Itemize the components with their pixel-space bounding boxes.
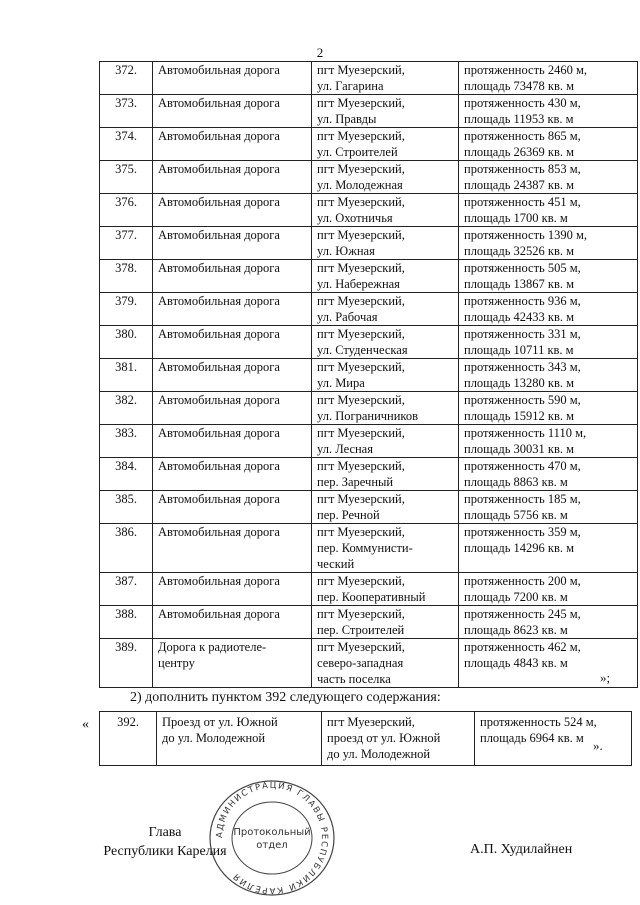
object-name-cell: Автомобильная дорога <box>153 194 312 227</box>
row-number-cell: 384. <box>100 458 153 491</box>
object-name-cell: Автомобильная дорога <box>153 227 312 260</box>
row-number-cell: 380. <box>100 326 153 359</box>
characteristics-cell: протяженность 462 м, площадь 4843 кв. м <box>459 639 638 688</box>
signature-name: А.П. Худилайнен <box>470 842 573 857</box>
closing-quote-final: ». <box>593 738 603 753</box>
characteristics-cell: протяженность 505 м, площадь 13867 кв. м <box>459 260 638 293</box>
location-cell: пгт Муезерский, пер. Коммунисти- ческий <box>312 524 459 573</box>
location-cell: пгт Муезерский, пер. Кооперативный <box>312 573 459 606</box>
location-cell: пгт Муезерский, ул. Набережная <box>312 260 459 293</box>
row-number-cell: 385. <box>100 491 153 524</box>
signature-title-line1: Глава <box>148 825 182 840</box>
table-row <box>100 260 638 293</box>
table-row <box>100 425 638 458</box>
new-item-table <box>99 711 632 766</box>
characteristics-cell: протяженность 245 м, площадь 8623 кв. м <box>459 606 638 639</box>
object-name-cell: Автомобильная дорога <box>153 425 312 458</box>
table-row <box>100 606 638 639</box>
characteristics-cell: протяженность 451 м, площадь 1700 кв. м <box>459 194 638 227</box>
table-row <box>100 293 638 326</box>
characteristics-cell: протяженность 2460 м, площадь 73478 кв. м <box>459 62 638 95</box>
characteristics-cell: протяженность 865 м, площадь 26369 кв. м <box>459 128 638 161</box>
object-name-cell: Автомобильная дорога <box>153 359 312 392</box>
characteristics-cell: протяженность 853 м, площадь 24387 кв. м <box>459 161 638 194</box>
page-number: 2 <box>316 45 324 60</box>
location-cell: пгт Муезерский, пер. Заречный <box>312 458 459 491</box>
row-number-cell: 372. <box>100 62 153 95</box>
characteristics-cell: протяженность 936 м, площадь 42433 кв. м <box>459 293 638 326</box>
table-row <box>100 227 638 260</box>
location-cell: пгт Муезерский, пер. Строителей <box>312 606 459 639</box>
closing-quote: »; <box>600 670 611 685</box>
official-stamp <box>206 778 338 898</box>
table-row <box>100 392 638 425</box>
stamp-center-line2: отдел <box>256 840 288 851</box>
table-row <box>100 458 638 491</box>
item-number-cell: 392. <box>100 712 157 766</box>
location-cell: пгт Муезерский, северо-западная часть поселка <box>312 639 459 688</box>
row-number-cell: 388. <box>100 606 153 639</box>
characteristics-cell: протяженность 359 м, площадь 14296 кв. м <box>459 524 638 573</box>
object-name-cell: Автомобильная дорога <box>153 293 312 326</box>
table-row <box>100 573 638 606</box>
object-name-cell: Автомобильная дорога <box>153 128 312 161</box>
row-number-cell: 377. <box>100 227 153 260</box>
table-row <box>100 161 638 194</box>
signature-title-line2: Республики Карелия <box>103 844 227 859</box>
object-name-cell: Автомобильная дорога <box>153 62 312 95</box>
location-cell: пгт Муезерский, пер. Речной <box>312 491 459 524</box>
opening-quote: « <box>82 717 89 732</box>
table-row <box>100 95 638 128</box>
object-name-cell: Автомобильная дорога <box>153 161 312 194</box>
table-row <box>100 194 638 227</box>
row-number-cell: 378. <box>100 260 153 293</box>
object-name-cell: Дорога к радиотеле- центру <box>153 639 312 688</box>
amendment-paragraph: 2) дополнить пунктом 392 следующего содержания: <box>130 690 441 705</box>
object-name-cell: Автомобильная дорога <box>153 573 312 606</box>
table-row <box>100 128 638 161</box>
object-name-cell: Автомобильная дорога <box>153 491 312 524</box>
object-name-cell: Автомобильная дорога <box>153 524 312 573</box>
item-characteristics-cell: протяженность 524 м, площадь 6964 кв. м <box>475 712 632 766</box>
location-cell: пгт Муезерский, ул. Пограничников <box>312 392 459 425</box>
location-cell: пгт Муезерский, ул. Рабочая <box>312 293 459 326</box>
table-row <box>100 359 638 392</box>
item-location-cell: пгт Муезерский, проезд от ул. Южной до ул. Молодежной <box>322 712 475 766</box>
characteristics-cell: протяженность 470 м, площадь 8863 кв. м <box>459 458 638 491</box>
row-number-cell: 389. <box>100 639 153 688</box>
location-cell: пгт Муезерский, ул. Южная <box>312 227 459 260</box>
row-number-cell: 379. <box>100 293 153 326</box>
characteristics-cell: протяженность 343 м, площадь 13280 кв. м <box>459 359 638 392</box>
row-number-cell: 387. <box>100 573 153 606</box>
row-number-cell: 373. <box>100 95 153 128</box>
table-row <box>100 712 632 766</box>
table-row <box>100 524 638 573</box>
stamp-ring-text: АДМИНИСТРАЦИЯ ГЛАВЫ РЕСПУБЛИКИ КАРЕЛИЯ <box>214 780 330 896</box>
row-number-cell: 376. <box>100 194 153 227</box>
location-cell: пгт Муезерский, ул. Студенческая <box>312 326 459 359</box>
roads-table-body <box>100 62 638 688</box>
characteristics-cell: протяженность 331 м, площадь 10711 кв. м <box>459 326 638 359</box>
location-cell: пгт Муезерский, ул. Охотничья <box>312 194 459 227</box>
stamp-center-line1: Протокольный <box>233 827 311 838</box>
characteristics-cell: протяженность 200 м, площадь 7200 кв. м <box>459 573 638 606</box>
object-name-cell: Автомобильная дорога <box>153 95 312 128</box>
table-row <box>100 326 638 359</box>
location-cell: пгт Муезерский, ул. Гагарина <box>312 62 459 95</box>
object-name-cell: Автомобильная дорога <box>153 458 312 491</box>
roads-table <box>99 61 638 688</box>
location-cell: пгт Муезерский, ул. Мира <box>312 359 459 392</box>
characteristics-cell: протяженность 1110 м, площадь 30031 кв. м <box>459 425 638 458</box>
row-number-cell: 375. <box>100 161 153 194</box>
table-row <box>100 62 638 95</box>
item-name-cell: Проезд от ул. Южной до ул. Молодежной <box>157 712 322 766</box>
row-number-cell: 381. <box>100 359 153 392</box>
table-row <box>100 639 638 688</box>
object-name-cell: Автомобильная дорога <box>153 260 312 293</box>
characteristics-cell: протяженность 185 м, площадь 5756 кв. м <box>459 491 638 524</box>
object-name-cell: Автомобильная дорога <box>153 606 312 639</box>
row-number-cell: 374. <box>100 128 153 161</box>
characteristics-cell: протяженность 430 м, площадь 11953 кв. м <box>459 95 638 128</box>
row-number-cell: 382. <box>100 392 153 425</box>
object-name-cell: Автомобильная дорога <box>153 392 312 425</box>
row-number-cell: 383. <box>100 425 153 458</box>
location-cell: пгт Муезерский, ул. Строителей <box>312 128 459 161</box>
object-name-cell: Автомобильная дорога <box>153 326 312 359</box>
table-row <box>100 491 638 524</box>
location-cell: пгт Муезерский, ул. Правды <box>312 95 459 128</box>
characteristics-cell: протяженность 590 м, площадь 15912 кв. м <box>459 392 638 425</box>
row-number-cell: 386. <box>100 524 153 573</box>
location-cell: пгт Муезерский, ул. Лесная <box>312 425 459 458</box>
characteristics-cell: протяженность 1390 м, площадь 32526 кв. м <box>459 227 638 260</box>
location-cell: пгт Муезерский, ул. Молодежная <box>312 161 459 194</box>
